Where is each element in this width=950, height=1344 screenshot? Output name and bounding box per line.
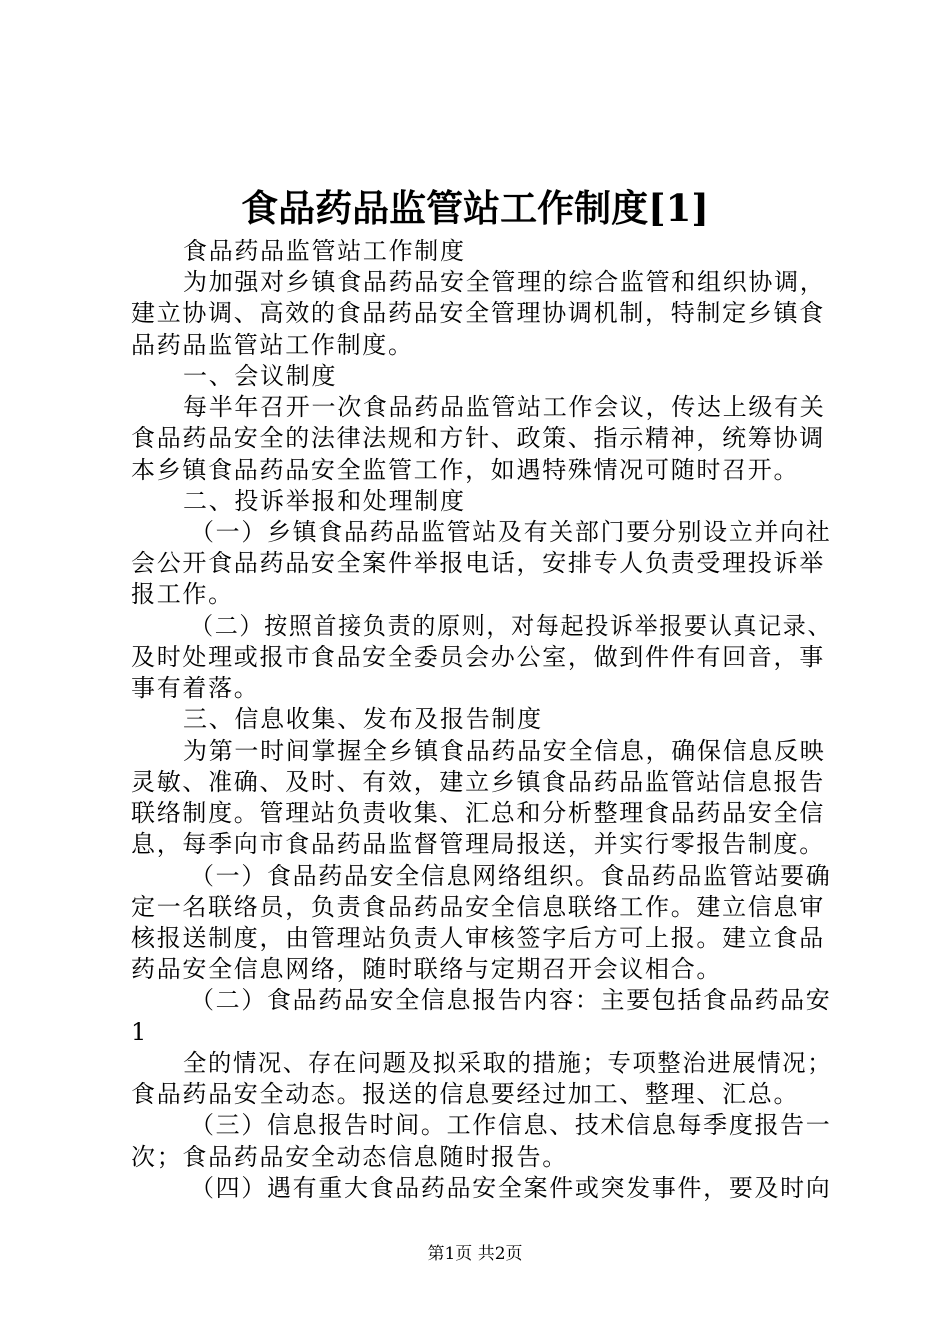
paragraph-line: 灵敏、准确、及时、有效，建立乡镇食品药品监管站信息报告 — [131, 768, 825, 796]
paragraph-line: 事有着落。 — [131, 674, 260, 702]
paragraph-line: 联络制度。管理站负责收集、汇总和分析整理食品药品安全信 — [131, 799, 825, 827]
paragraph-line: 会公开食品药品安全案件举报电话，安排专人负责受理投诉举 — [131, 549, 825, 577]
paragraph-line: 次；食品药品安全动态信息随时报告。 — [131, 1143, 568, 1171]
paragraph-line: （二）按照首接负责的原则，对每起投诉举报要认真记录、 — [190, 612, 833, 640]
section-heading: 三、信息收集、发布及报告制度 — [183, 705, 543, 733]
paragraph-line: 定一名联络员，负责食品药品安全信息联络工作。建立信息审 — [131, 893, 825, 921]
paragraph-line: 食品药品安全动态。报送的信息要经过加工、整理、汇总。 — [131, 1080, 800, 1108]
paragraph-line: 息，每季向市食品药品监督管理局报送，并实行零报告制度。 — [131, 830, 825, 858]
paragraph-line: 本乡镇食品药品安全监管工作，如遇特殊情况可随时召开。 — [131, 456, 800, 484]
paragraph-line: （一）食品药品安全信息网络组织。食品药品监管站要确 — [190, 862, 832, 890]
paragraph-line: （四）遇有重大食品药品安全案件或突发事件，要及时向 — [190, 1174, 832, 1202]
paragraph-line: 及时处理或报市食品安全委员会办公室，做到件件有回音，事 — [131, 643, 825, 671]
paragraph-line: （三）信息报告时间。工作信息、技术信息每季度报告一 — [190, 1111, 832, 1139]
paragraph-line: 核报送制度，由管理站负责人审核签字后方可上报。建立食品 — [131, 924, 825, 952]
paragraph-line: 每半年召开一次食品药品监管站工作会议，传达上级有关 — [183, 393, 826, 421]
section-heading: 二、投诉举报和处理制度 — [183, 487, 466, 515]
paragraph-line: （二）食品药品安全信息报告内容：主要包括食品药品安 — [190, 986, 832, 1014]
paragraph-line: 为加强对乡镇食品药品安全管理的综合监管和组织协调， — [183, 268, 826, 296]
paragraph-line: 全的情况、存在问题及拟采取的措施；专项整治进展情况； — [183, 1049, 833, 1077]
paragraph-line: 报工作。 — [131, 580, 234, 608]
paragraph-line: 药品安全信息网络，随时联络与定期召开会议相合。 — [131, 955, 723, 983]
section-heading: 一、会议制度 — [183, 362, 338, 390]
page-footer: 第1页 共2页 — [427, 1244, 523, 1264]
paragraph-line: 为第一时间掌握全乡镇食品药品安全信息，确保信息反映 — [183, 737, 826, 765]
paragraph-line: （一）乡镇食品药品监管站及有关部门要分别设立并向社 — [190, 518, 832, 546]
paragraph-line: 品药品监管站工作制度。 — [131, 331, 414, 359]
paragraph-line: 建立协调、高效的食品药品安全管理协调机制，特制定乡镇食 — [131, 299, 825, 327]
document-title: 食品药品监管站工作制度[1] — [241, 186, 709, 230]
paragraph-line: 食品药品安全的法律法规和方针、政策、指示精神，统筹协调 — [131, 424, 825, 452]
subtitle-line: 食品药品监管站工作制度 — [183, 237, 466, 265]
inline-page-number: 1 — [131, 1018, 147, 1046]
